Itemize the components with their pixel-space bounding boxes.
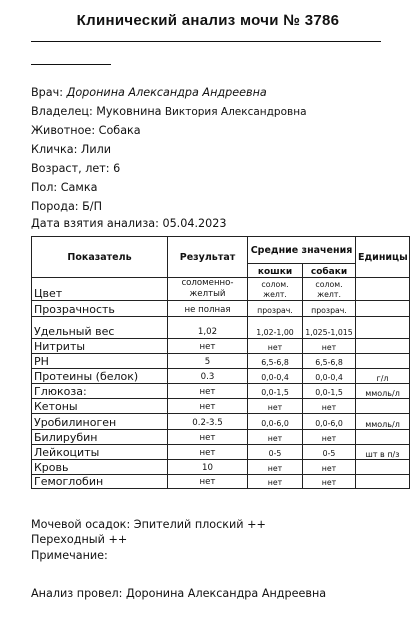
- results-table: [31, 236, 410, 489]
- cats-ref-cell: 0,0-1,5: [248, 384, 303, 399]
- header-reference: Средние значения: [248, 237, 356, 264]
- unit-cell: [356, 460, 410, 475]
- doctor-name: Доронина Александра Андреевна: [66, 86, 267, 99]
- table-row: [32, 414, 410, 430]
- indicator-cell: Гемоглобин: [32, 475, 168, 489]
- result-cell: не полная: [168, 301, 248, 317]
- cats-ref-cell: нет: [248, 399, 303, 414]
- date-line: Дата взятия анализа: 05.04.2023: [31, 217, 227, 230]
- dogs-ref-cell: 1,025-1,015: [303, 317, 356, 339]
- table-row: [32, 460, 410, 475]
- doctor-label: Врач:: [31, 86, 67, 99]
- dogs-ref-cell: нет: [303, 399, 356, 414]
- unit-cell: [356, 399, 410, 414]
- dogs-ref-cell: 6,5-6,8: [303, 354, 356, 369]
- unit-cell: г/л: [356, 369, 410, 384]
- result-cell: нет: [168, 399, 248, 414]
- result-cell: 10: [168, 460, 248, 475]
- note-line: Примечание:: [31, 549, 108, 562]
- owner-surname: Муковнина: [96, 105, 162, 118]
- indicator-cell: Нитриты: [32, 339, 168, 354]
- dogs-ref-cell: солом. желт.: [303, 278, 356, 301]
- cats-ref-cell: солом. желт.: [248, 278, 303, 301]
- sex-line: Пол: Самка: [31, 181, 98, 194]
- header-indicator: Показатель: [32, 237, 168, 278]
- table-row: [32, 399, 410, 414]
- dogs-ref-cell: нет: [303, 475, 356, 489]
- result-cell: 1,02: [168, 317, 248, 339]
- indicator-cell: PH: [32, 354, 168, 369]
- unit-cell: [356, 301, 410, 317]
- dogs-ref-cell: нет: [303, 339, 356, 354]
- owner-given-name: Виктория Александровна: [161, 106, 307, 118]
- indicator-cell: Билирубин: [32, 430, 168, 445]
- table-row: [32, 369, 410, 384]
- cats-ref-cell: прозрач.: [248, 301, 303, 317]
- result-cell: нет: [168, 475, 248, 489]
- dogs-ref-cell: нет: [303, 430, 356, 445]
- breed-line: Порода: Б/П: [31, 200, 102, 213]
- dogs-ref-cell: нет: [303, 460, 356, 475]
- transitional-line: Переходный ++: [31, 533, 128, 546]
- result-cell: нет: [168, 339, 248, 354]
- table-row: [32, 475, 410, 489]
- cats-ref-cell: нет: [248, 430, 303, 445]
- indicator-cell: Уробилиноген: [32, 414, 168, 430]
- dogs-ref-cell: 0,0-0,4: [303, 369, 356, 384]
- unit-cell: ммоль/л: [356, 384, 410, 399]
- indicator-cell: Удельный вес: [32, 317, 168, 339]
- unit-cell: шт в п/з: [356, 445, 410, 460]
- indicator-cell: Цвет: [32, 278, 168, 301]
- unit-cell: [356, 339, 410, 354]
- performed-by-line: Анализ провел: Доронина Александра Андреевна: [31, 587, 327, 600]
- title-underline-short: [31, 64, 111, 65]
- animal-line: Животное: Собака: [31, 124, 141, 137]
- table-row: [32, 317, 410, 339]
- cats-ref-cell: нет: [248, 339, 303, 354]
- header-dogs: собаки: [303, 264, 356, 278]
- cats-ref-cell: 0,0-6,0: [248, 414, 303, 430]
- cats-ref-cell: 0-5: [248, 445, 303, 460]
- cats-ref-cell: 0,0-0,4: [248, 369, 303, 384]
- table-row: [32, 445, 410, 460]
- header-cats: кошки: [248, 264, 303, 278]
- indicator-cell: Глюкоза:: [32, 384, 168, 399]
- cats-ref-cell: нет: [248, 475, 303, 489]
- indicator-cell: Лейкоциты: [32, 445, 168, 460]
- doctor-line: [31, 86, 267, 99]
- result-cell: 0.2-3.5: [168, 414, 248, 430]
- unit-cell: ммоль/л: [356, 414, 410, 430]
- owner-line: [31, 105, 307, 118]
- document-title: Клинический анализ мочи № 3786: [76, 12, 340, 29]
- title-underline: [31, 41, 381, 42]
- unit-cell: [356, 354, 410, 369]
- result-cell: нет: [168, 384, 248, 399]
- table-row: [32, 339, 410, 354]
- age-line: Возраст, лет: 6: [31, 162, 121, 175]
- header-result: Результат: [168, 237, 248, 278]
- table-row: [32, 278, 410, 301]
- dogs-ref-cell: 0,0-6,0: [303, 414, 356, 430]
- nickname-line: Кличка: Лили: [31, 143, 112, 156]
- dogs-ref-cell: прозрач.: [303, 301, 356, 317]
- table-row: [32, 430, 410, 445]
- indicator-cell: Кровь: [32, 460, 168, 475]
- sediment-line: Мочевой осадок: Эпителий плоский ++: [31, 518, 266, 531]
- unit-cell: [356, 278, 410, 301]
- result-cell: 5: [168, 354, 248, 369]
- result-cell: нет: [168, 430, 248, 445]
- cats-ref-cell: 6,5-6,8: [248, 354, 303, 369]
- table-row: [32, 301, 410, 317]
- unit-cell: [356, 317, 410, 339]
- dogs-ref-cell: 0-5: [303, 445, 356, 460]
- result-cell: соломенно-желтый: [168, 278, 248, 301]
- indicator-cell: Прозрачность: [32, 301, 168, 317]
- unit-cell: [356, 430, 410, 445]
- indicator-cell: Кетоны: [32, 399, 168, 414]
- header-units: Единицы: [356, 237, 410, 278]
- cats-ref-cell: нет: [248, 460, 303, 475]
- result-cell: 0.3: [168, 369, 248, 384]
- table-row: [32, 384, 410, 399]
- unit-cell: [356, 475, 410, 489]
- dogs-ref-cell: 0,0-1,5: [303, 384, 356, 399]
- result-cell: нет: [168, 445, 248, 460]
- cats-ref-cell: 1,02-1,00: [248, 317, 303, 339]
- indicator-cell: Протеины (белок): [32, 369, 168, 384]
- table-row: [32, 354, 410, 369]
- owner-label: Владелец:: [31, 105, 97, 118]
